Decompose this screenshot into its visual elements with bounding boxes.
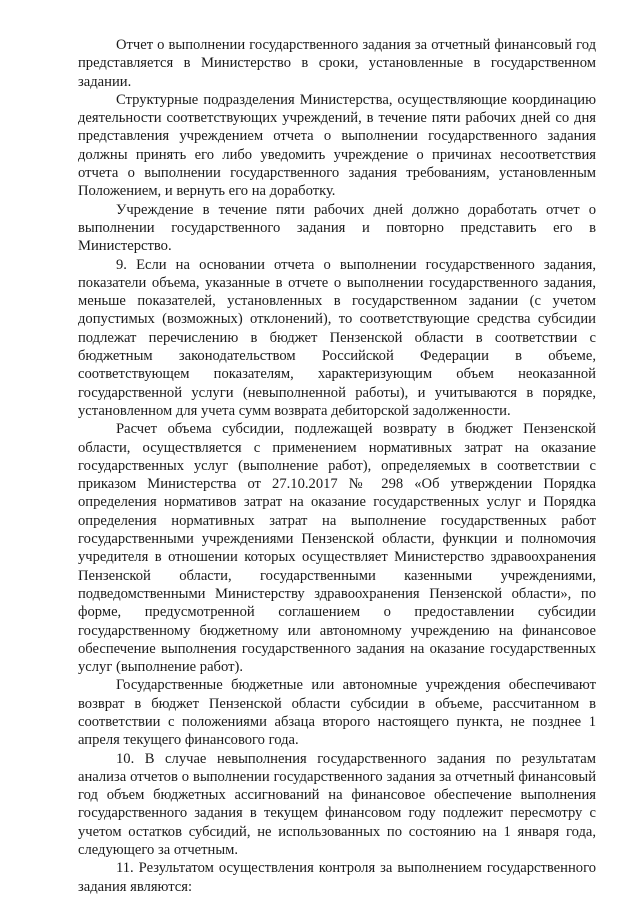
paragraph-revision: Учреждение в течение пяти рабочих дней должно доработать отчет о выполнении государственного задания и повторно представить его в Министерство. (78, 201, 596, 255)
paragraph-structural-units: Структурные подразделения Министерства, осуществляющие координацию деятельности соответствующих учреждений, в течение пяти рабочих дней со дня представления учреждением отчета о выполнении государственного задания должны принять его либо уведомить учреждение о причинах несоответствия отчета о выполнении государственного задания требованиям, установленным Положением, и вернуть его на доработку. (78, 91, 596, 200)
paragraph-report-deadline: Отчет о выполнении государственного задания за отчетный финансовый год представляется в Министерство в сроки, установленные в государственном задании. (78, 37, 596, 90)
paragraph-item-11: 11. Результатом осуществления контроля за выполнением государственного задания являются: (78, 860, 596, 895)
paragraph-item-9: 9. Если на основании отчета о выполнении государственного задания, показатели объема, указанные в отчете о выполнении государственного задания, меньше показателей, установленных в государственном задании (с учетом допустимых (возможных) отклонений), то соответствующие средства субсидии подлежат перечислению в бюджет Пензенской области в соответствии с бюджетным законодательством Российской Федерации в объеме, соответствующем показателям, характеризующим объем неоказанной государственной услуги (невыполненной работы), и учитываются в порядке, установленном для учета сумм возврата дебиторской задолженности. (78, 256, 596, 419)
paragraph-refund-deadline: Государственные бюджетные или автономные учреждения обеспечивают возврат в бюджет Пензенской области субсидии в объеме, рассчитанном в соответствии с положениями абзаца второго настоящего пункта, не позднее 1 апреля текущего финансового года. (78, 677, 596, 749)
paragraph-refund-calculation: Расчет объема субсидии, подлежащей возврату в бюджет Пензенской области, осуществляется с применением нормативных затрат на оказание государственных услуг (выполнение работ), определяемых в соответствии с приказом Министерства от 27.10.2017 № 298 «Об утверждении Порядка определения нормативов затрат на оказание государственных услуг и Порядка определения нормативных затрат на выполнение государственных работ государственными учреждениями Пензенской области, функции и полномочия учредителя в отношении которых осуществляет Министерство здравоохранения Пензенской области, государственными казенными учреждениями, подведомственными Министерству здравоохранения Пензенской области», по форме, предусмотренной соглашением о предоставлении субсидии государственному бюджетному или автономному учреждению на финансовое обеспечение выполнения государственного задания на оказание государственных услуг (выполнение работ). (78, 421, 596, 676)
paragraph-item-10: 10. В случае невыполнения государственного задания по результатам анализа отчетов о выполнении государственного задания за отчетный финансовый год объем бюджетных ассигнований на финансовое обеспечение выполнения государственного задания в текущем финансовом году подлежит пересмотру с учетом остатков субсидий, не использованных по состоянию на 1 января года, следующего за отчетным. (78, 750, 596, 859)
